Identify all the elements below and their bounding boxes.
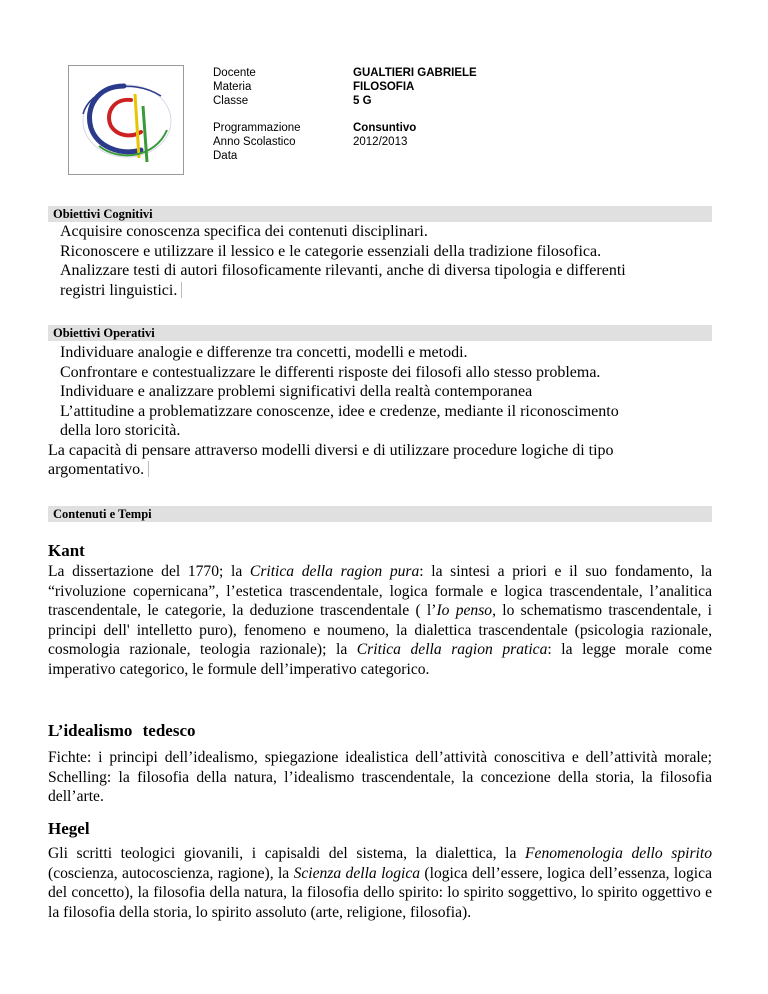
operativi-line: Individuare analogie e differenze tra concetti, modelli e metodi.: [60, 344, 468, 361]
operativi-line: L’attitudine a problematizzare conoscenze, idee e credenze, mediante il riconoscimento: [60, 402, 619, 420]
cognitivi-line: registri linguistici.: [60, 281, 720, 301]
header-labels-2: [213, 121, 301, 163]
cognitivi-list: [60, 222, 720, 300]
value-classe: 5 G: [353, 95, 372, 107]
kant-text: La dissertazione del 1770; la Critica della ragion pura: la sintesi a priori e il suo fondamento, la “rivoluzione copernicana”, l’estetica trascendentale, logica formale e logica trascendentale, l’analitica trascendentale, le categorie, la deduzione trascendentale ( l’Io penso, lo schematismo trascendentale, i principi dell' intelletto puro), fenomeno e noumeno, la dialettica trascendentale (psicologia razionale, cosmologia razionale, teologia razionale); la Critica della ragion pratica: la legge morale come imperativo categorico, le formule dell’imperativo categorico.: [48, 563, 712, 678]
idealismo-text: Fichte: i principi dell’idealismo, spiegazione idealistica dell’attività conoscitiva e dell’attività morale; Schelling: la filosofia della natura, l’idealismo trascendentale, la concezione della storia, la filosofia dell’arte.: [48, 749, 712, 805]
value-docente: GUALTIERI GABRIELE: [353, 67, 477, 79]
school-logo: [68, 65, 184, 175]
label-classe: Classe: [213, 95, 249, 107]
kant-heading: Kant: [48, 541, 85, 560]
value-anno-scolastico: 2012/2013: [353, 136, 408, 148]
idealismo-section: [48, 720, 712, 807]
header-values: [353, 66, 477, 108]
section-title-cognitivi: Obiettivi Cognitivi: [48, 206, 712, 222]
label-programmazione: Programmazione: [213, 122, 301, 134]
section-title-contenuti: Contenuti e Tempi: [48, 506, 712, 522]
kant-section: [48, 540, 712, 679]
section-title-operativi: Obiettivi Operativi: [48, 325, 712, 341]
operativi-line: Confrontare e contestualizzare le differenti risposte dei filosofi allo stesso problema.: [60, 363, 601, 381]
hegel-text: Gli scritti teologici giovanili, i capisaldi del sistema, la dialettica, la Fenomenologia dello spirito (coscienza, autocoscienza, ragione), la Scienza della logica (logica dell’essere, logica dell’essenza, logica del concetto), la filosofia della natura, la filosofia dello spirito: lo spirito soggettivo, lo spirito oggettivo e la filosofia della storia, lo spirito assoluto (arte, religione, filosofia).: [48, 845, 713, 921]
operativi-line: argomentativo.: [48, 460, 720, 480]
operativi-line: della loro storicità.: [60, 422, 181, 439]
label-materia: Materia: [213, 81, 252, 93]
value-programmazione: Consuntivo: [353, 122, 417, 134]
operativi-line: Individuare e analizzare problemi significativi della realtà contemporanea: [60, 383, 533, 400]
operativi-line: La capacità di pensare attraverso modelli diversi e di utilizzare procedure logiche di tipo: [48, 441, 614, 459]
cognitivi-line: Riconoscere e utilizzare il lessico e le categorie essenziali della tradizione filosofica.: [60, 242, 602, 260]
header-labels: [213, 66, 256, 108]
cognitivi-line: Analizzare testi di autori filosoficamente rilevanti, anche di diversa tipologia e differenti: [60, 262, 626, 279]
header-values-2: [353, 121, 416, 149]
label-anno-scolastico: Anno Scolastico: [213, 136, 296, 148]
hegel-section: [48, 818, 712, 922]
label-docente: Docente: [213, 67, 256, 79]
operativi-list: [48, 343, 720, 480]
hegel-heading: Hegel: [48, 819, 90, 838]
value-materia: FILOSOFIA: [353, 81, 415, 93]
cognitivi-line: Acquisire conoscenza specifica dei contenuti disciplinari.: [60, 223, 428, 240]
idealismo-heading: L’idealismo tedesco: [48, 721, 196, 740]
label-data: Data: [213, 150, 238, 162]
